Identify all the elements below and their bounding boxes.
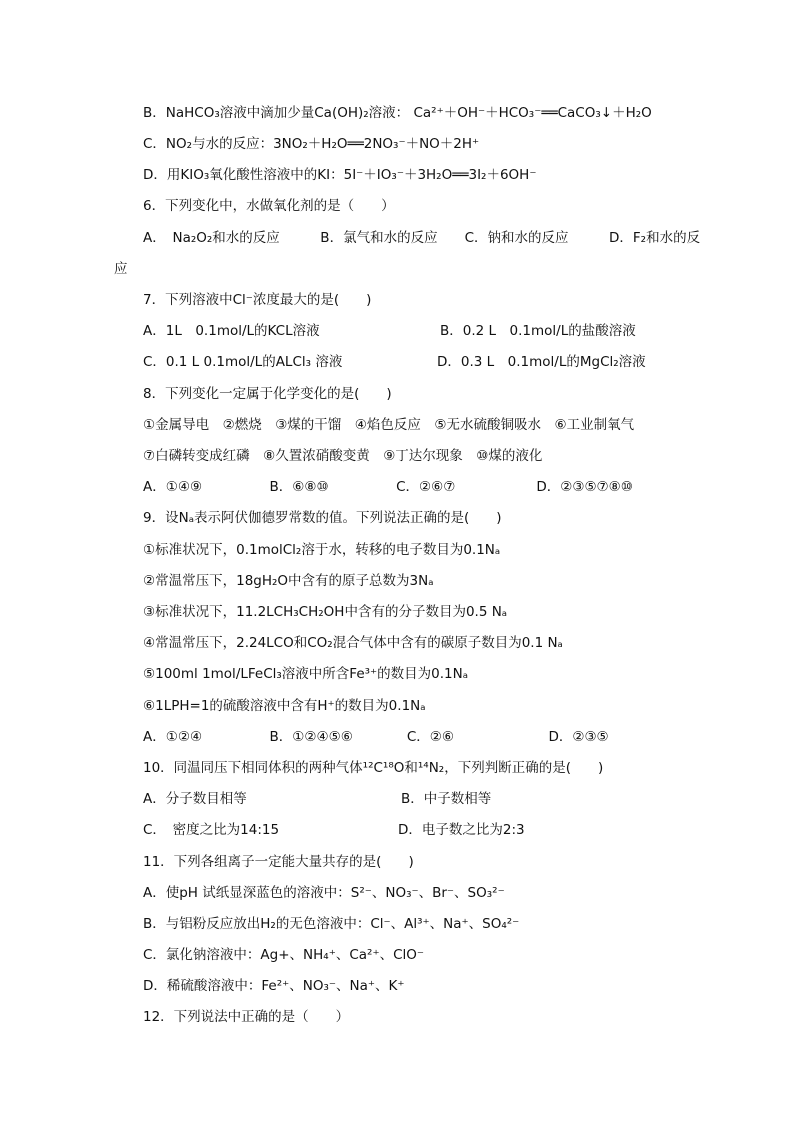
q9-statement-3: ③标准状况下，11.2LCH₃CH₂OH中含有的分子数目为0.5 Nₐ	[143, 604, 508, 620]
q10-option-d: D．电子数之比为2:3	[398, 822, 525, 838]
q9-options: A．①②④ B．①②④⑤⑥ C．②⑥ D．②③⑤	[143, 729, 609, 745]
q10-option-a: A．分子数目相等	[143, 791, 247, 807]
q11-option-a: A．使pH 试纸显深蓝色的溶液中：S²⁻、NO₃⁻、Br⁻、SO₃²⁻	[143, 885, 505, 901]
q8-options: A．①④⑨ B．⑥⑧⑩ C．②⑥⑦ D．②③⑤⑦⑧⑩	[143, 479, 633, 495]
question-7: 7．下列溶液中Cl⁻浓度最大的是( )	[143, 292, 372, 308]
q8-items-line-2: ⑦白磷转变成红磷 ⑧久置浓硝酸变黄 ⑨丁达尔现象 ⑩煤的液化	[143, 448, 543, 464]
question-11: 11．下列各组离子一定能大量共存的是( )	[143, 854, 414, 870]
q7-option-c: C．0.1 L 0.1mol/L的ALCl₃ 溶液	[143, 354, 343, 370]
q11-option-b: B．与铝粉反应放出H₂的无色溶液中：Cl⁻、Al³⁺、Na⁺、SO₄²⁻	[143, 916, 520, 932]
q6-options: A． Na₂O₂和水的反应 B．氯气和水的反应 C．钠和水的反应 D．F₂和水的反	[143, 230, 701, 246]
q9-statement-4: ④常温常压下，2.24LCO和CO₂混合气体中含有的碳原子数目为0.1 Nₐ	[143, 635, 563, 651]
q11-option-d: D．稀硫酸溶液中：Fe²⁺、NO₃⁻、Na⁺、K⁺	[143, 978, 405, 994]
q9-statement-1: ①标准状况下，0.1molCl₂溶于水，转移的电子数目为0.1Nₐ	[143, 542, 501, 558]
q5-option-d: D．用KIO₃氧化酸性溶液中的KI：5I⁻＋IO₃⁻＋3H₂O══3I₂＋6OH⁻	[143, 167, 537, 183]
question-10: 10．同温同压下相同体积的两种气体¹²C¹⁸O和¹⁴N₂，下列判断正确的是( )	[143, 760, 604, 776]
question-12: 12．下列说法中正确的是（ ）	[143, 1009, 350, 1025]
q7-option-b: B．0.2 L 0.1mol/L的盐酸溶液	[440, 323, 636, 339]
q10-option-b: B．中子数相等	[401, 791, 492, 807]
q7-option-d: D．0.3 L 0.1mol/L的MgCl₂溶液	[437, 354, 646, 370]
q9-statement-6: ⑥1LPH=1的硫酸溶液中含有H⁺的数目为0.1Nₐ	[143, 698, 426, 714]
q9-statement-5: ⑤100ml 1mol/LFeCl₃溶液中所含Fe³⁺的数目为0.1Nₐ	[143, 666, 469, 682]
q10-option-c: C． 密度之比为14:15	[143, 822, 280, 838]
q6-options-continued: 应	[114, 261, 128, 277]
q7-option-a: A．1L 0.1mol/L的KCL溶液	[143, 323, 320, 339]
q11-option-c: C．氯化钠溶液中：Ag+、NH₄⁺、Ca²⁺、ClO⁻	[143, 947, 424, 963]
q9-statement-2: ②常温常压下，18gH₂O中含有的原子总数为3Nₐ	[143, 573, 434, 589]
q5-option-b: B．NaHCO₃溶液中滴加少量Ca(OH)₂溶液： Ca²⁺＋OH⁻＋HCO₃⁻══CaCO₃↓＋H₂O	[143, 105, 652, 121]
question-6: 6．下列变化中，水做氧化剂的是（ ）	[143, 198, 395, 214]
q5-option-c: C．NO₂与水的反应：3NO₂＋H₂O══2NO₃⁻＋NO＋2H⁺	[143, 136, 480, 152]
question-8: 8．下列变化一定属于化学变化的是( )	[143, 386, 392, 402]
q8-items-line-1: ①金属导电 ②燃烧 ③煤的干馏 ④焰色反应 ⑤无水硫酸铜吸水 ⑥工业制氧气	[143, 417, 635, 433]
question-9: 9．设Nₐ表示阿伏伽德罗常数的值。下列说法正确的是( )	[143, 510, 502, 526]
